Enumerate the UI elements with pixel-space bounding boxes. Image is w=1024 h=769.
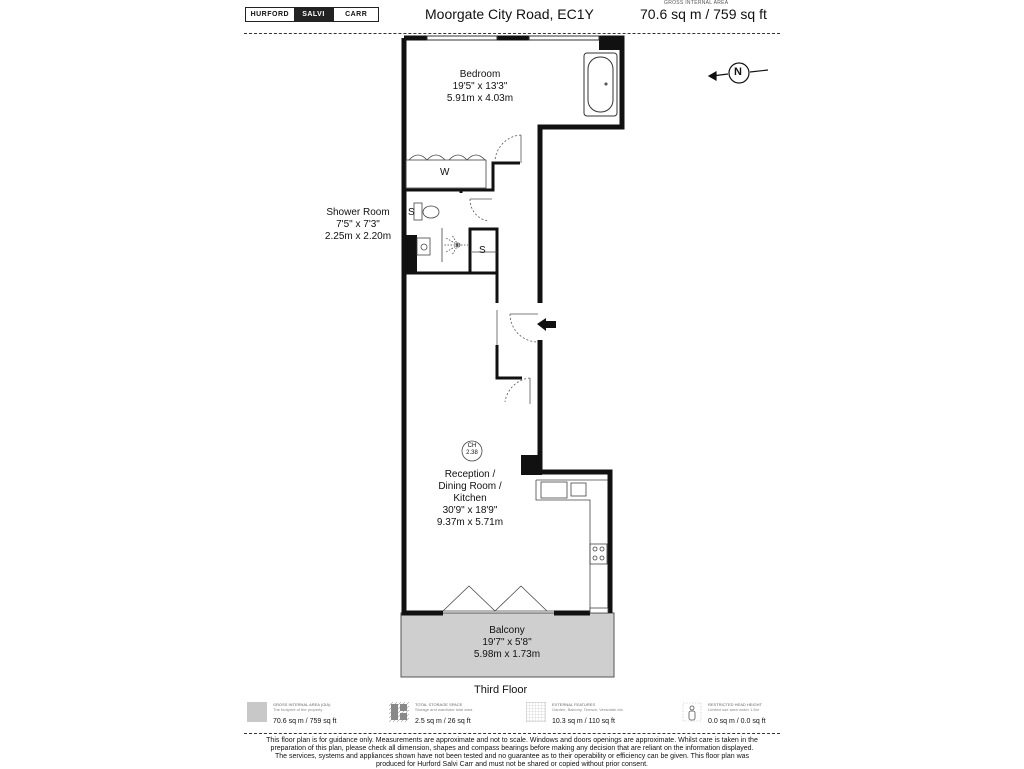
legend-gia-swatch [247,702,267,722]
bedroom-label [430,69,530,105]
storage-marker-1: S [408,207,415,218]
entrance-arrow [537,318,556,331]
bifold-doors [443,586,554,611]
legend-restricted-title: RESTRICTED HEAD HEIGHT [708,702,763,707]
kitchen-units [536,480,608,611]
shower-room-imperial: 7'5" x 7'3" [336,219,380,230]
wardrobe-marker: W [440,167,450,178]
ceiling-height-value: 2.38 [466,450,478,456]
reception-name-1: Reception / [444,469,496,480]
legend-restricted-sub: Limited use area under 1.5m [708,707,759,712]
logo-word-carr: CARR [333,8,378,21]
reception-metric: 9.37m x 5.71m [436,517,504,528]
restricted-height-icon [682,702,702,722]
storage-marker-2: S [479,245,486,256]
legend-storage-value: 2.5 sq m / 26 sq ft [415,718,471,725]
balcony-imperial: 19'7" x 5'8" [482,637,532,648]
shower-room-label [310,207,406,243]
gia-header-label: GROSS INTERNAL AREA [664,0,729,6]
ceiling-height-text [462,443,482,457]
disclaimer-line-3: The services, systems and appliances shown have not been tested and no guarantee as to their operability or efficiency can be given. This floor plan was [274,753,750,760]
gia-header-value: 70.6 sq m / 759 sq ft [640,6,767,22]
balcony-door-small [590,608,608,613]
disclaimer-line-2: preparation of this plan, please check all dimension, shapes and compass bearings before making any decision that are reliant on the information displayed. [270,745,754,752]
bathtub [584,53,617,116]
balcony-metric: 5.98m x 1.73m [473,649,541,660]
bedroom-imperial: 19'5" x 13'3" [452,81,508,92]
legend-external-title: EXTERNAL FEATURES [552,702,596,707]
property-address: Moorgate City Road, EC1Y [425,6,594,22]
legend-restricted-value: 0.0 sq m / 0.0 sq ft [708,718,766,725]
disclaimer-line-1: This floor plan is for guidance only. Measurements are approximate and not to scale. Windows and doors openings are approximate. Whilst care is taken in the [266,737,758,744]
wall-block-reception [521,455,542,475]
disclaimer-line-4: produced for Hurford Salvi Carr and must not be shared or copied without prior consent. [376,761,648,768]
disclaimer [240,737,784,769]
logo-word-hurford: HURFORD [246,8,294,21]
ceiling-height-label: CH [467,443,477,449]
legend-gia-value: 70.6 sq m / 759 sq ft [273,718,337,725]
balcony-label [452,625,562,661]
logo-word-salvi: SALVI [294,8,334,21]
compass-north-letter: N [734,66,742,78]
internal-walls [404,163,522,378]
legend-storage-title: TOTAL STORAGE SPACE [415,702,463,707]
reception-label [420,469,520,529]
balcony-name: Balcony [489,625,525,636]
bottom-divider [244,733,780,734]
external-features-icon [526,702,546,722]
reception-name-3: Kitchen [453,493,487,504]
floor-label: Third Floor [474,684,528,696]
shower-room-metric: 2.25m x 2.20m [324,231,392,242]
shower-room-name: Shower Room [326,207,390,218]
reception-name-2: Dining Room / [438,481,502,492]
storage-icon [389,702,409,722]
bedroom-name: Bedroom [459,69,501,80]
wall-block-top-right [599,36,624,50]
legend-external-sub: Garden, Balcony, Terrace, Verandah etc. [552,707,624,712]
legend-external-value: 10.3 sq m / 110 sq ft [552,718,615,725]
reception-imperial: 30'9" x 18'9" [442,505,498,516]
bedroom-metric: 5.91m x 4.03m [446,93,514,104]
legend-gia-title: GROSS INTERNAL AREA (GIA) [273,702,331,707]
legend-gia-sub: The footprint of the property [273,707,323,712]
legend-storage-sub: Storage and wardrobe total area [415,707,473,712]
door-swings [470,135,538,404]
